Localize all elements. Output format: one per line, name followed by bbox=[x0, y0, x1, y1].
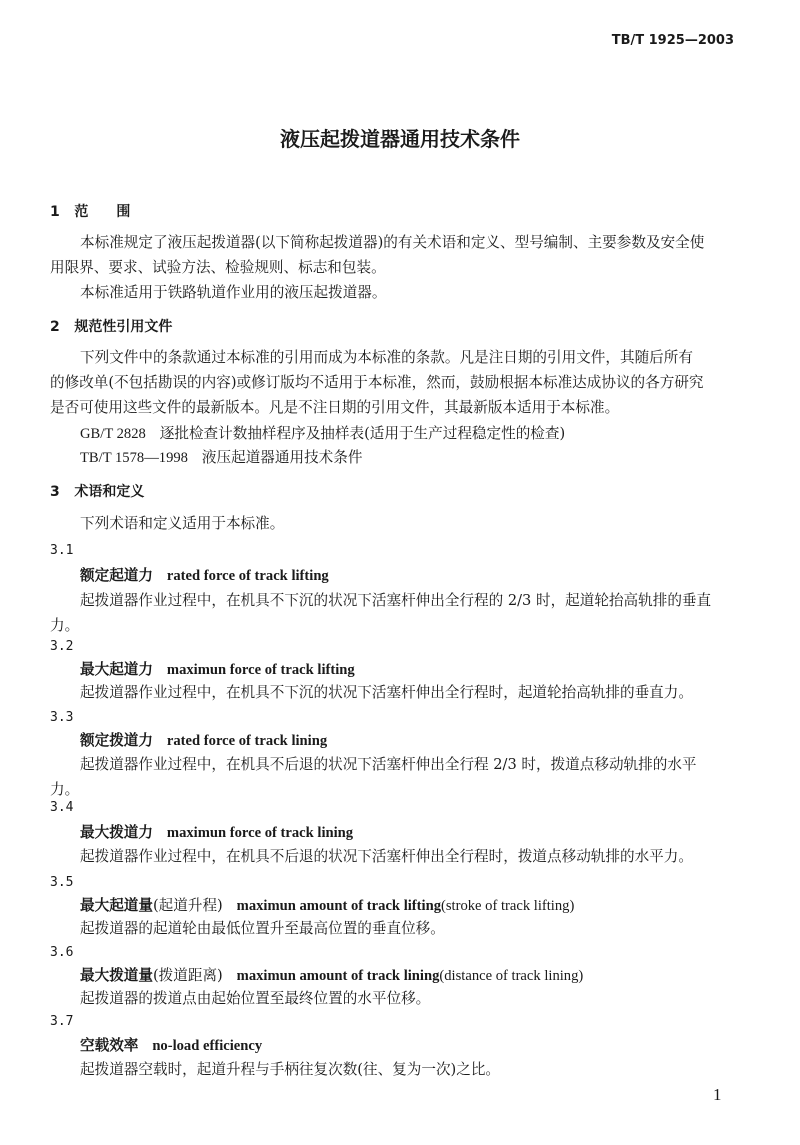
section-heading-1: 1 范 围 bbox=[50, 204, 131, 220]
reference-item: GB/T 2828 逐批检查计数抽样程序及抽样表(适用于生产过程稳定性的检查) bbox=[80, 425, 566, 442]
term-name: 空载效率 no-load efficiency bbox=[80, 1037, 263, 1054]
section-heading-3: 3 术语和定义 bbox=[50, 484, 145, 500]
document-title: 液压起拨道器通用技术条件 bbox=[280, 127, 520, 151]
term-name: 最大拨道量(拨道距离) maximun amount of track lining(distance of track lining) bbox=[80, 967, 584, 984]
term-definition: 力。 bbox=[50, 781, 80, 798]
term-definition: 起拨道器作业过程中，在机具不下沉的状况下活塞杆伸出全行程时，起道轮抬高轨排的垂直力。 bbox=[80, 684, 693, 701]
term-definition: 起拨道器的拨道点由起始位置至最终位置的水平位移。 bbox=[80, 990, 431, 1007]
term-name: 额定拨道力 rated force of track lining bbox=[80, 732, 328, 749]
paragraph-line: 下列文件中的条款通过本标准的引用而成为本标准的条款。凡是注日期的引用文件，其随后所有 bbox=[80, 349, 693, 366]
term-number: 3.1 bbox=[50, 543, 74, 558]
term-number: 3.7 bbox=[50, 1014, 74, 1029]
term-number: 3.2 bbox=[50, 639, 74, 654]
term-name: 最大起道力 maximun force of track lifting bbox=[80, 661, 355, 678]
paragraph-line: 是否可使用这些文件的最新版本。凡是不注日期的引用文件，其最新版本适用于本标准。 bbox=[50, 399, 620, 416]
term-number: 3.3 bbox=[50, 710, 74, 725]
paragraph-line: 本标准规定了液压起拨道器(以下简称起拨道器)的有关术语和定义、型号编制、主要参数及安全使 bbox=[80, 234, 705, 251]
reference-item: TB/T 1578—1998 液压起道器通用技术条件 bbox=[80, 449, 363, 466]
term-number: 3.4 bbox=[50, 800, 74, 815]
term-definition: 起拨道器作业过程中，在机具不后退的状况下活塞杆伸出全行程时，拨道点移动轨排的水平力。 bbox=[80, 848, 693, 865]
term-definition: 起拨道器的起道轮由最低位置升至最高位置的垂直位移。 bbox=[80, 920, 445, 937]
paragraph-line: 用限界、要求、试验方法、检验规则、标志和包装。 bbox=[50, 259, 386, 276]
term-name: 额定起道力 rated force of track lifting bbox=[80, 567, 329, 584]
paragraph-line: 的修改单(不包括勘误的内容)或修订版均不适用于本标准，然而，鼓励根据本标准达成协议的各方研究 bbox=[50, 374, 704, 391]
term-definition: 起拨道器作业过程中，在机具不下沉的状况下活塞杆伸出全行程的 2/3 时，起道轮抬高轨排的垂直 bbox=[80, 592, 712, 609]
term-number: 3.5 bbox=[50, 875, 74, 890]
section-heading-2: 2 规范性引用文件 bbox=[50, 319, 173, 335]
term-definition: 起拨道器空载时，起道升程与手柄往复次数(往、复为一次)之比。 bbox=[80, 1061, 501, 1078]
term-definition: 起拨道器作业过程中，在机具不后退的状况下活塞杆伸出全行程 2/3 时，拨道点移动轨排的水平 bbox=[80, 756, 697, 773]
paragraph-line: 下列术语和定义适用于本标准。 bbox=[80, 515, 285, 532]
paragraph-line: 本标准适用于铁路轨道作业用的液压起拨道器。 bbox=[80, 284, 387, 301]
term-name: 最大拨道力 maximun force of track lining bbox=[80, 824, 354, 841]
term-name: 最大起道量(起道升程) maximun amount of track lifting(stroke of track lifting) bbox=[80, 897, 575, 914]
standard-code: TB/T 1925—2003 bbox=[611, 33, 734, 48]
term-definition: 力。 bbox=[50, 617, 80, 634]
page-number: 1 bbox=[713, 1085, 722, 1104]
term-number: 3.6 bbox=[50, 945, 74, 960]
